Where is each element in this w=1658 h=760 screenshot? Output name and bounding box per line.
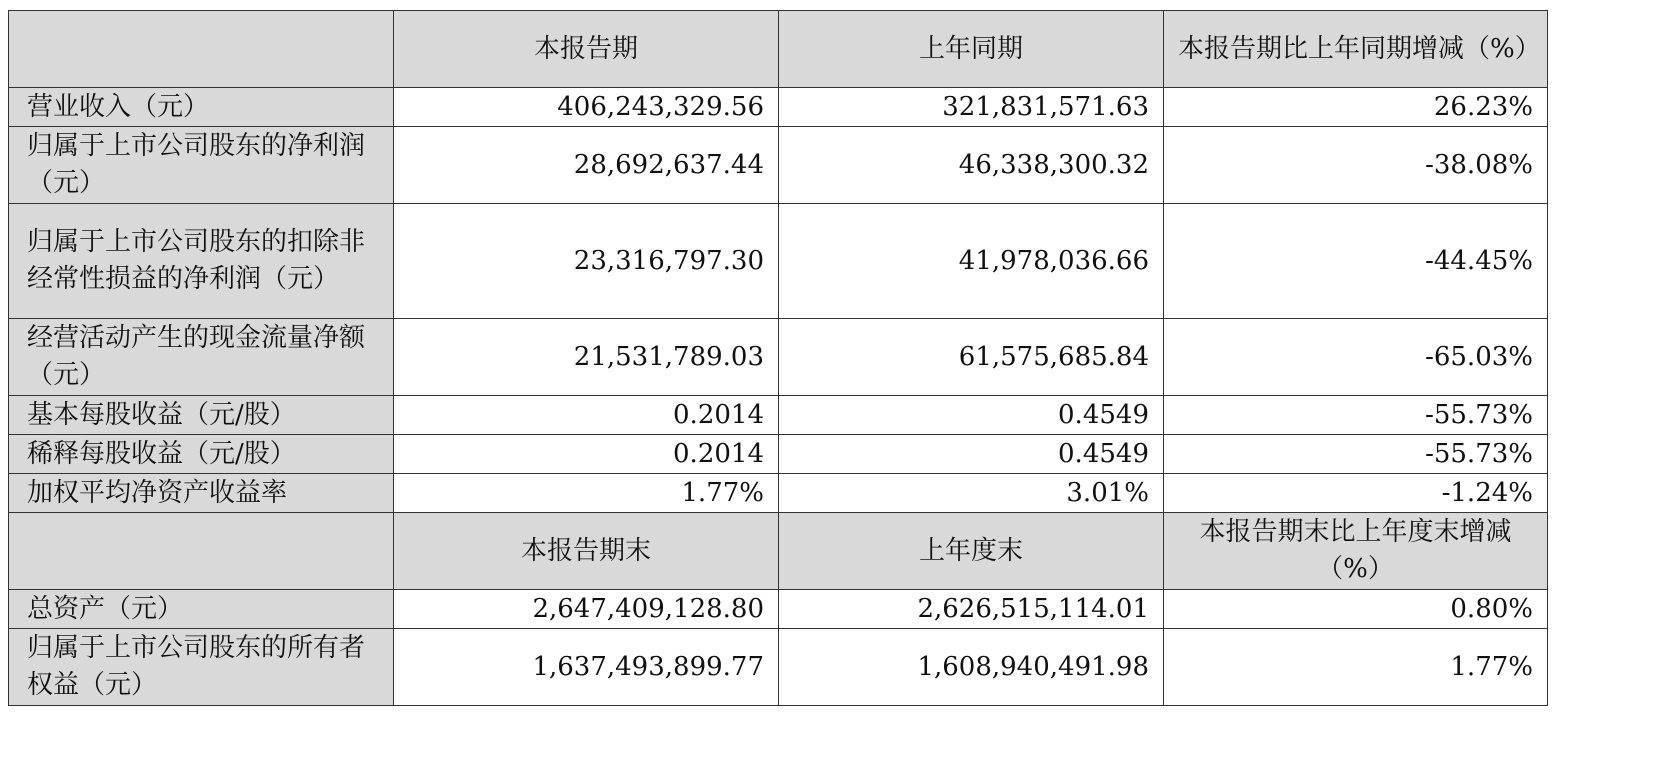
change-value: -65.03% (1164, 319, 1548, 396)
change-value: 0.80% (1164, 590, 1548, 629)
table-row (9, 474, 1548, 513)
table-row (9, 590, 1548, 629)
row-label: 营业收入（元） (9, 88, 394, 127)
header-prior-year-end: 上年度末 (779, 513, 1164, 590)
current-value: 1.77% (394, 474, 779, 513)
previous-value: 0.4549 (779, 435, 1164, 474)
row-label: 归属于上市公司股东的净利润（元） (9, 127, 394, 204)
previous-value: 1,608,940,491.98 (779, 629, 1164, 706)
change-value: -1.24% (1164, 474, 1548, 513)
previous-value: 321,831,571.63 (779, 88, 1164, 127)
table-row (9, 204, 1548, 319)
header-period-end: 本报告期末 (394, 513, 779, 590)
table-row (9, 319, 1548, 396)
current-value: 0.2014 (394, 435, 779, 474)
table-row (9, 127, 1548, 204)
row-label: 经营活动产生的现金流量净额（元） (9, 319, 394, 396)
header-prior-year-period: 上年同期 (779, 11, 1164, 88)
header-change-percent: 本报告期比上年同期增减（%） (1164, 11, 1548, 88)
current-value: 2,647,409,128.80 (394, 590, 779, 629)
section2-header-row (9, 513, 1548, 590)
row-label: 加权平均净资产收益率 (9, 474, 394, 513)
header-change-percent-period-end: 本报告期末比上年度末增减（%） (1164, 513, 1548, 590)
change-value: -44.45% (1164, 204, 1548, 319)
row-label: 归属于上市公司股东的扣除非经常性损益的净利润（元） (9, 204, 394, 319)
table-row (9, 629, 1548, 706)
header-current-period: 本报告期 (394, 11, 779, 88)
previous-value: 0.4549 (779, 396, 1164, 435)
header-empty-cell (9, 513, 394, 590)
change-value: 1.77% (1164, 629, 1548, 706)
row-label: 归属于上市公司股东的所有者权益（元） (9, 629, 394, 706)
financial-data-table (8, 10, 1548, 706)
row-label: 总资产（元） (9, 590, 394, 629)
previous-value: 41,978,036.66 (779, 204, 1164, 319)
current-value: 21,531,789.03 (394, 319, 779, 396)
row-label: 基本每股收益（元/股） (9, 396, 394, 435)
current-value: 406,243,329.56 (394, 88, 779, 127)
change-value: 26.23% (1164, 88, 1548, 127)
previous-value: 3.01% (779, 474, 1164, 513)
row-label: 稀释每股收益（元/股） (9, 435, 394, 474)
table-row (9, 396, 1548, 435)
change-value: -55.73% (1164, 396, 1548, 435)
current-value: 1,637,493,899.77 (394, 629, 779, 706)
previous-value: 46,338,300.32 (779, 127, 1164, 204)
current-value: 0.2014 (394, 396, 779, 435)
previous-value: 61,575,685.84 (779, 319, 1164, 396)
table-row (9, 88, 1548, 127)
change-value: -55.73% (1164, 435, 1548, 474)
current-value: 23,316,797.30 (394, 204, 779, 319)
header-empty-cell (9, 11, 394, 88)
table-row (9, 435, 1548, 474)
section1-header-row (9, 11, 1548, 88)
current-value: 28,692,637.44 (394, 127, 779, 204)
change-value: -38.08% (1164, 127, 1548, 204)
previous-value: 2,626,515,114.01 (779, 590, 1164, 629)
